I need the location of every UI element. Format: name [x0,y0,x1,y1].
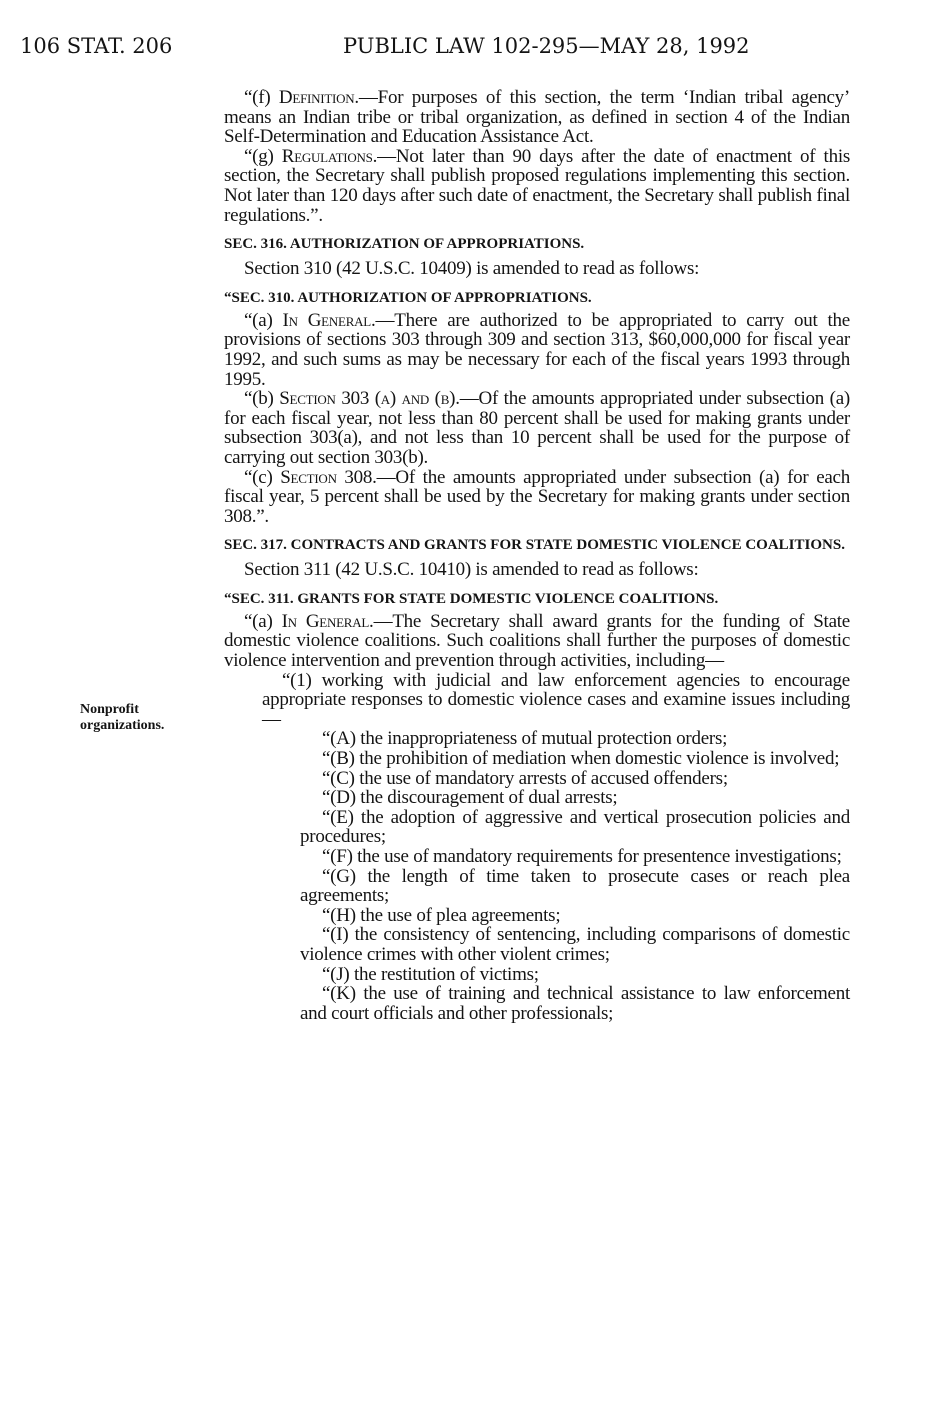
section-heading: SEC. 316. AUTHORIZATION OF APPROPRIATIONS. [224,236,585,253]
margin-note-line: Nonprofit [80,702,139,717]
law-paragraph: “(C) the use of mandatory arrests of accused offenders; [322,767,728,789]
amendment-instruction: Section 311 (42 U.S.C. 10410) is amended to read as follows: [244,559,699,581]
law-paragraph: “(G) the length of time taken to prosecute cases or reach plea agreements; [300,865,850,907]
law-paragraph [224,468,850,527]
paragraph-label: In General. [282,309,376,331]
law-paragraph: “(I) the consistency of sentencing, including comparisons of domestic violence crimes with other violent crimes; [300,924,850,965]
paragraph-label: Regulations. [281,145,378,167]
paragraph-number: “(a) [244,309,283,331]
law-text-body [224,88,850,1023]
paragraph-number: “(g) [244,145,282,167]
paragraph-label: Section 308. [280,466,377,488]
paragraph-text: —There are authorized to be appropriated to carry out the provisions of sections 303 through 309 and section 313, $60,000,000 for fiscal year 1992, and such sums as may be necessary for each of the fiscal years 1993 through 1995. [224,309,850,390]
paragraph-number: “(c) [244,466,281,488]
law-paragraph: “(E) the adoption of aggressive and vertical prosecution policies and procedures; [300,806,850,848]
law-paragraph [224,389,850,467]
law-paragraph [224,311,850,389]
margin-note-line: organizations. [80,718,165,733]
paragraph-text: —The Secretary shall award grants for the funding of State domestic violence coalitions. Such coalitions shall further the purposes of domestic violence intervention and prevention through activities, including— [224,610,850,672]
law-paragraph [224,88,850,147]
paragraph-text: —Of the amounts appropriated under subsection (a) for each fiscal year, not less than 80 percent shall be used for making grants under subsection 303(a), and not less than 10 percent shall be used for the purpose of carrying out section 303(b). [224,388,850,468]
paragraph-text: —Not later than 90 days after the date of enactment of this section, the Secretary shall publish proposed regulations implementing this section. Not later than 120 days after such date of enactment, the Secretary shall publish final regulations.”. [224,145,850,226]
paragraph-number: “(a) [244,610,282,632]
margin-note [80,702,164,734]
law-paragraph: “(B) the prohibition of mediation when domestic violence is involved; [322,748,840,770]
law-paragraph: “(F) the use of mandatory requirements for presentence investigations; [322,846,842,867]
law-paragraph: “(H) the use of plea agreements; [322,904,561,926]
law-paragraph: “(K) the use of training and technical assistance to law enforcement and court officials and other professionals; [300,983,850,1024]
law-paragraph: “(D) the discouragement of dual arrests; [322,787,618,809]
law-paragraph: “(A) the inappropriateness of mutual protection orders; [322,728,728,750]
law-paragraph [224,612,850,671]
page-header [0,34,943,66]
paragraph-label: Definition. [278,87,359,108]
amendment-instruction: Section 310 (42 U.S.C. 10409) is amended to read as follows: [244,258,700,280]
law-paragraph: “(J) the restitution of victims; [322,963,539,985]
law-paragraph [224,147,850,225]
section-heading: “SEC. 310. AUTHORIZATION OF APPROPRIATIONS. [224,289,592,306]
paragraph-number: “(b) [244,388,280,410]
paragraph-text: —Of the amounts appropriated under subsection (a) for each fiscal year, 5 percent shall be used by the Secretary for making grants under section 308.”. [224,466,850,527]
section-heading: SEC. 317. CONTRACTS AND GRANTS FOR STATE DOMESTIC VIOLENCE COALITIONS. [224,537,845,554]
paragraph-label: Section 303 (a) and (b). [279,388,460,410]
paragraph-text: —For purposes of this section, the term ‘Indian tribal agency’ means an Indian tribe or tribal organization, as defined in section 4 of the Indian Self-Determination and Education Assistance Act. [224,87,850,148]
section-heading: “SEC. 311. GRANTS FOR STATE DOMESTIC VIOLENCE COALITIONS. [224,590,719,607]
paragraph-number: “(f) [244,87,279,108]
paragraph-label: In General. [281,610,374,632]
law-paragraph: “(1) working with judicial and law enforcement agencies to encourage appropriate responses to domestic violence cases and examine issues including— [262,669,850,730]
statute-page-number: 106 STAT. 206 [20,34,173,58]
public-law-title: PUBLIC LAW 102-295—MAY 28, 1992 [343,34,750,58]
